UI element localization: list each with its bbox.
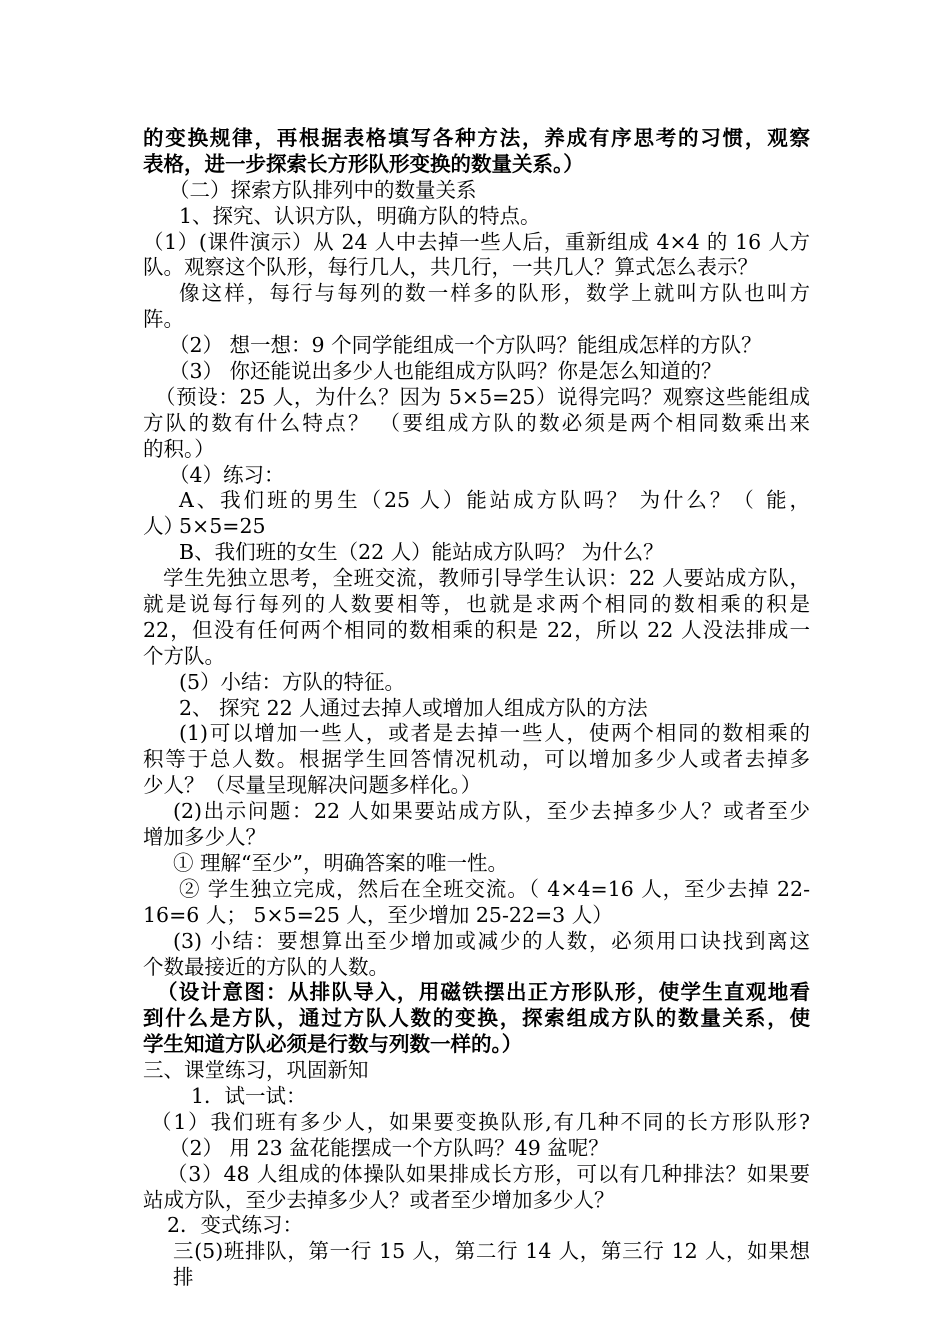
text-line: (3) 小结：要想算出至少增加或减少的人数，必须用口诀找到离这: [173, 928, 810, 953]
text-line: （4）练习：: [169, 462, 285, 487]
text-line: （预设：25 人，为什么？因为 5×5=25）说得完吗？观察这些能组成: [155, 384, 810, 409]
text-line: （1）(课件演示）从 24 人中去掉一些人后，重新组成 4×4 的 16 人方: [143, 229, 810, 254]
subsection-heading: 1、探究、认识方队，明确方队的特点。: [179, 203, 541, 228]
text-line: 的变换规律，再根据表格填写各种方法，养成有序思考的习惯，观察: [143, 126, 810, 150]
text-line: 积等于总人数。根据学生回答情况机动，可以增加多少人或者去掉多: [143, 747, 810, 772]
text-line: （3） 你还能说出多少人也能组成方队吗？你是怎么知道的？: [169, 359, 722, 384]
text-line: 就是说每行每列的人数要相等，也就是求两个相同的数相乘的积是: [143, 592, 810, 617]
text-line: (5）小结：方队的特征。: [179, 669, 406, 694]
text-line: 16=6 人； 5×5=25 人，至少增加 25-22=3 人）: [143, 902, 613, 927]
text-line: A、我们班的男生（25 人）能站成方队吗？ 为什么？（ 能，5×5=25: [179, 488, 810, 539]
document-page: [143, 126, 810, 1290]
section-heading: 三、课堂练习，巩固新知: [143, 1058, 369, 1083]
design-intent-note: （设计意图：从排队导入，用磁铁摆出正方形队形，使学生直观地看: [157, 980, 810, 1005]
text-line: 阵。: [143, 307, 184, 332]
text-line: 个数最接近的方队的人数。: [143, 954, 389, 979]
text-line: (2)出示问题：22 人如果要站成方队，至少去掉多少人？或者至少: [173, 799, 810, 824]
text-line: 学生先独立思考，全班交流，教师引导学生认识：22 人要站成方队，: [163, 566, 810, 591]
text-line: 少人？（尽量呈现解决问题多样化。）: [143, 773, 482, 798]
text-line: 22，但没有任何两个相同的数相乘的积是 22，所以 22 人没法排成一: [143, 617, 810, 642]
text-line: 站成方队，至少去掉多少人？或者至少增加多少人？: [143, 1187, 615, 1212]
subsection-heading: 1．试一试：: [191, 1083, 307, 1108]
text-line: 方队的数有什么特点？ （要组成方队的数必须是两个相同数乘出来: [143, 410, 810, 435]
design-intent-note: 学生知道方队必须是行数与列数一样的。）: [143, 1032, 523, 1057]
subsection-heading: 2．变式练习：: [167, 1213, 304, 1238]
section-heading: （二）探索方队排列中的数量关系: [169, 177, 477, 202]
text-line: 个方队。: [143, 643, 225, 668]
text-line: (1)可以增加一些人，或者是去掉一些人，使两个相同的数相乘的: [179, 721, 810, 746]
text-line: ② 学生独立完成，然后在全班交流。（ 4×4=16 人，至少去掉 22-: [179, 876, 810, 901]
text-line: 像这样，每行与每列的数一样多的队形，数学上就叫方队也叫方: [179, 281, 810, 306]
text-line: 表格，进一步探索长方形队形变换的数量关系。）: [143, 151, 584, 176]
subsection-heading: 2、 探究 22 人通过去掉人或增加人组成方队的方法: [179, 695, 648, 720]
text-line: （2） 想一想：9 个同学能组成一个方队吗？能组成怎样的方队？: [169, 333, 762, 358]
text-line: （3）48 人组成的体操队如果排成长方形，可以有几种排法？如果要: [167, 1161, 810, 1186]
text-line: （1）我们班有多少人，如果要变换队形,有几种不同的长方形队形?: [151, 1109, 810, 1134]
text-line: 的积。）: [143, 436, 215, 461]
text-line: 人）: [143, 514, 184, 539]
design-intent-note: 到什么是方队，通过方队人数的变换，探索组成方队的数量关系，使: [143, 1006, 810, 1031]
text-line: 增加多少人？: [143, 825, 266, 850]
text-line: ① 理解“至少”，明确答案的唯一性。: [173, 850, 508, 875]
text-line: B、我们班的女生（22 人）能站成方队吗？ 为什么？: [179, 540, 664, 565]
text-line: （2） 用 23 盆花能摆成一个方队吗？49 盆呢？: [169, 1135, 609, 1160]
text-line: 队。观察这个队形，每行几人，共几行，一共几人？算式怎么表示？: [143, 255, 758, 280]
text-line: 三(5)班排队，第一行 15 人，第二行 14 人，第三行 12 人，如果想排: [173, 1239, 810, 1290]
